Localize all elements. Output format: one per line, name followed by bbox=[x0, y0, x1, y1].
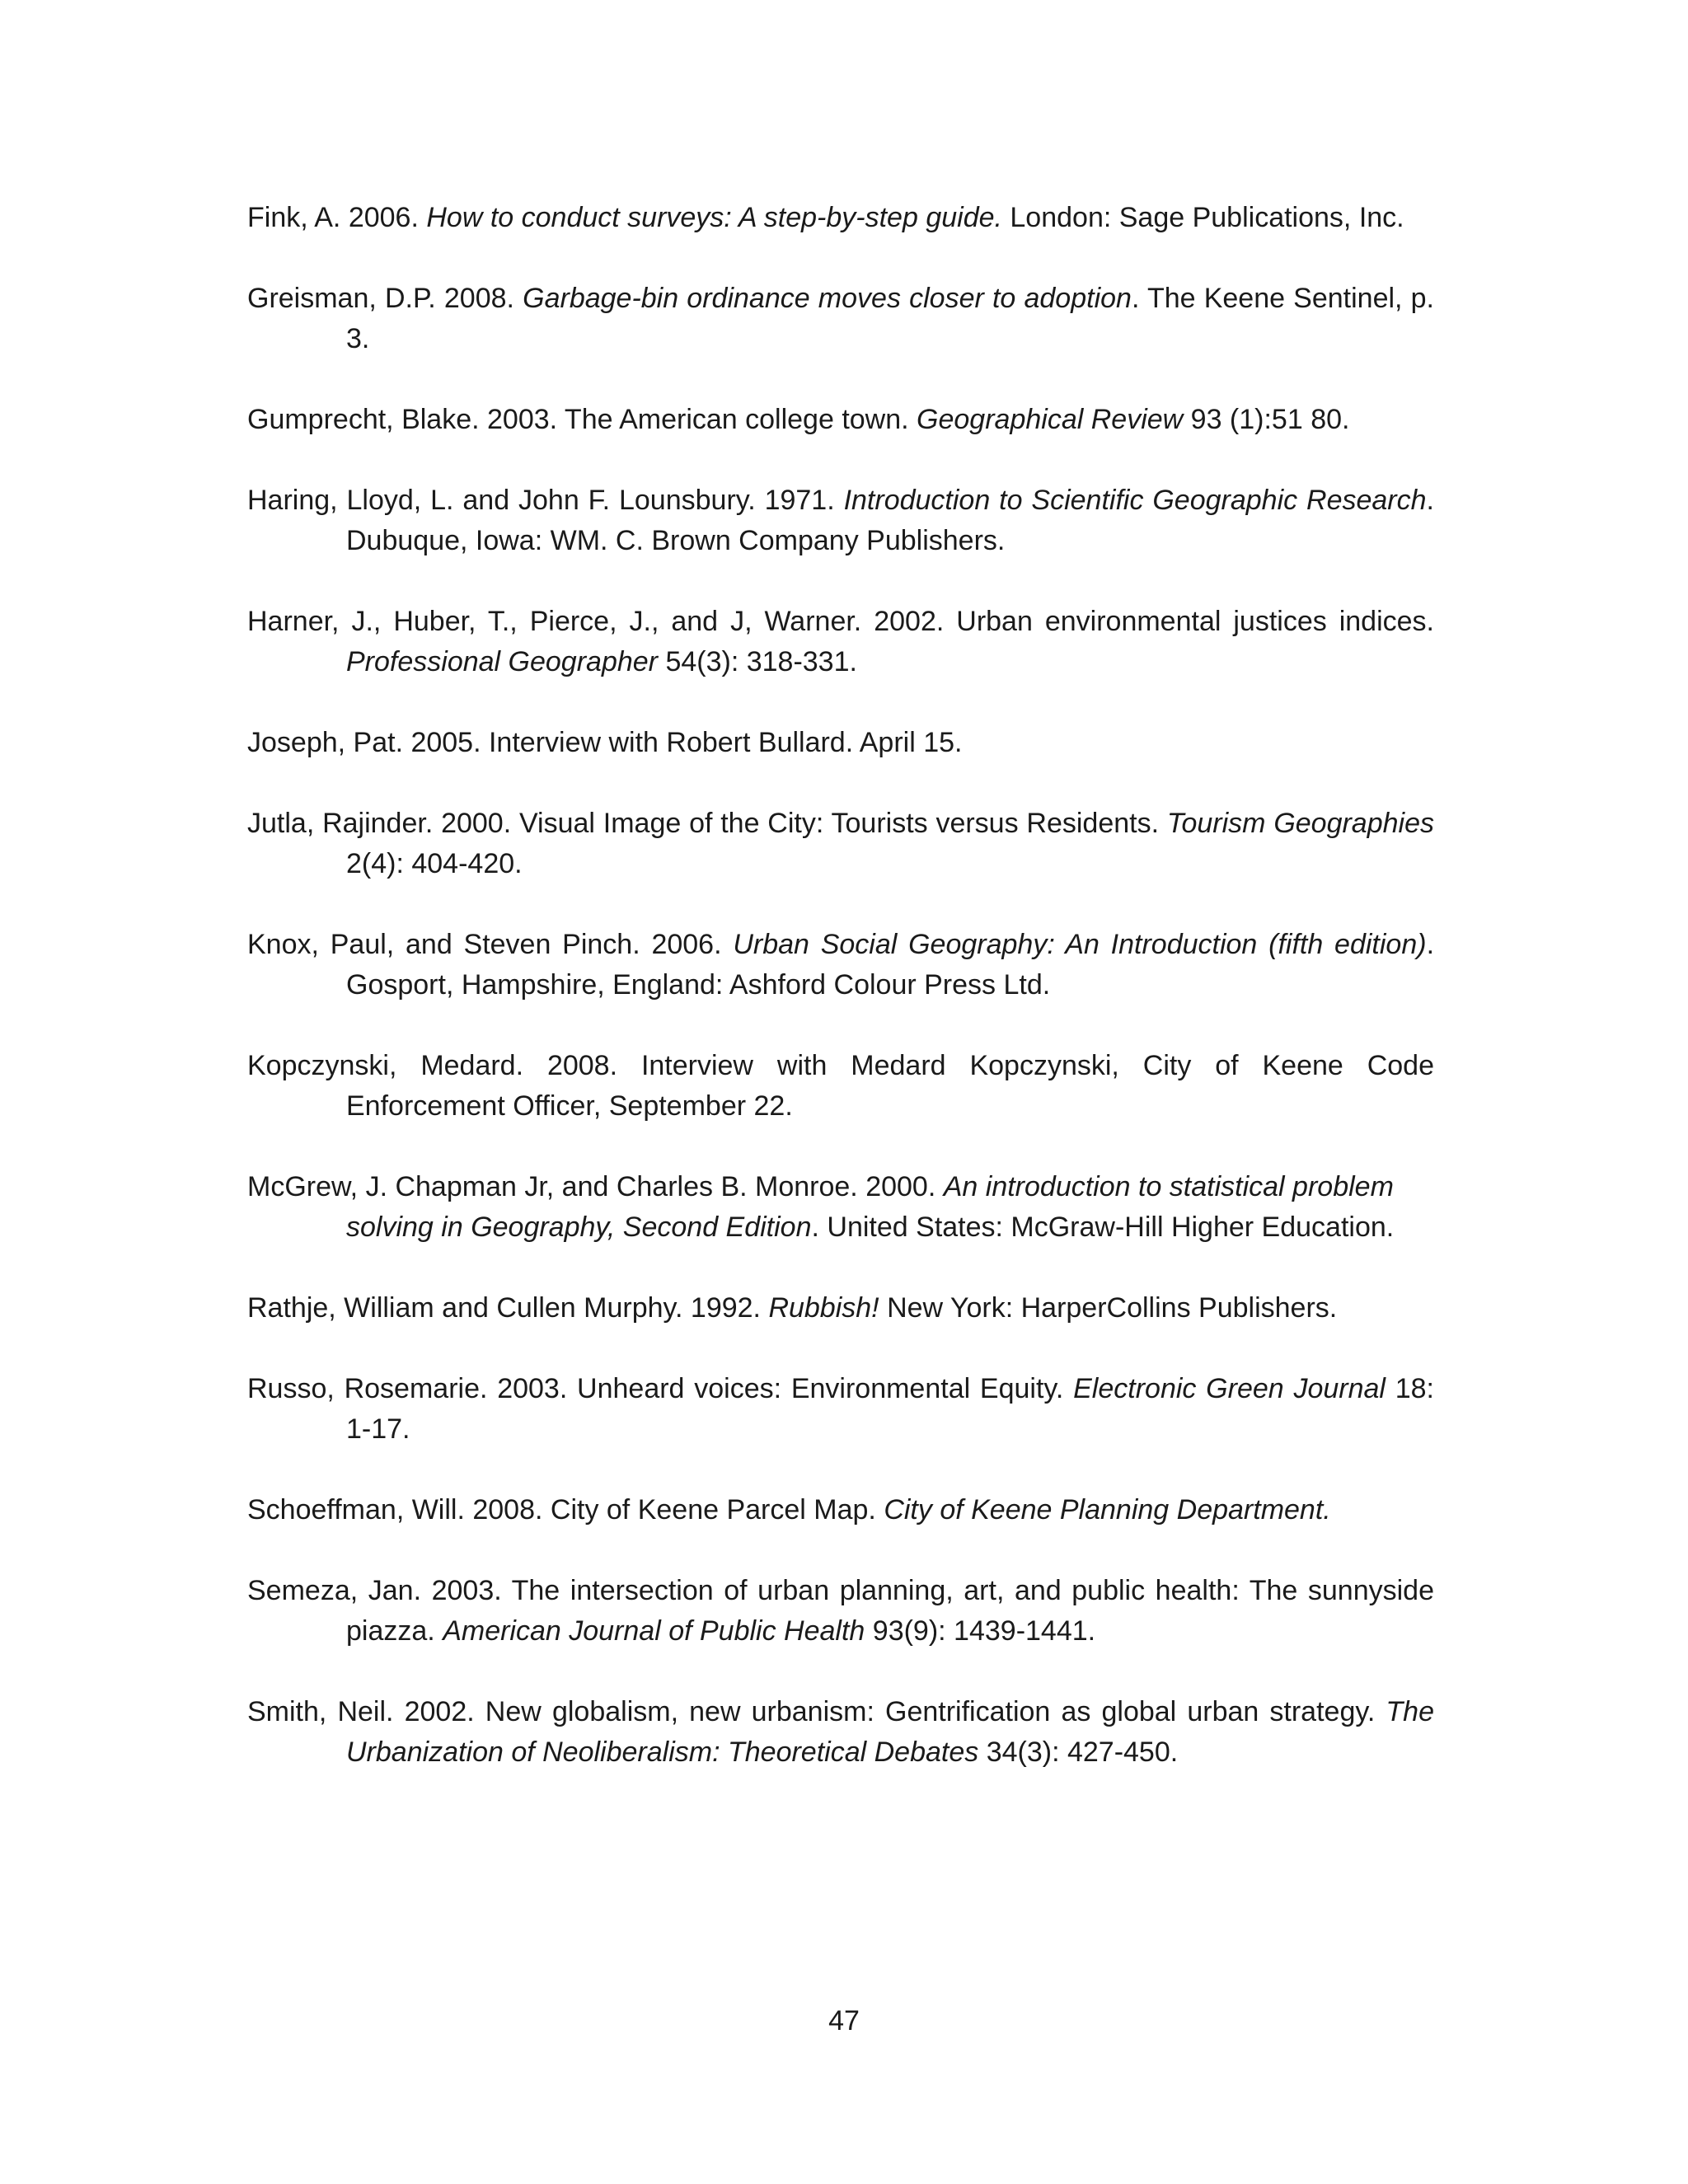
ref-semeza bbox=[247, 1571, 1434, 1652]
reference-italic-title: Electronic Green Journal bbox=[1073, 1373, 1386, 1404]
reference-italic-title: Introduction to Scientific Geographic Research bbox=[843, 485, 1427, 516]
reference-text: Gumprecht, Blake. 2003. The American college town. bbox=[247, 404, 917, 435]
ref-rathje bbox=[247, 1288, 1434, 1329]
reference-text: . Dubuque, Iowa: WM. C. Brown Company Publishers. bbox=[346, 485, 1434, 556]
reference-italic-title: Geographical Review bbox=[917, 404, 1184, 435]
reference-text: Haring, Lloyd, L. and John F. Lounsbury. 1971. bbox=[247, 485, 844, 516]
reference-text: Fink, A. 2006. bbox=[247, 202, 427, 233]
reference-italic-title: The Urbanization of Neoliberalism: Theoretical Debates bbox=[346, 1696, 1434, 1768]
ref-greisman bbox=[247, 279, 1434, 359]
ref-joseph bbox=[247, 723, 1434, 763]
reference-italic-title: Tourism Geographies bbox=[1166, 808, 1435, 839]
reference-italic-title: Urban Social Geography: An Introduction (fifth edition) bbox=[733, 929, 1427, 960]
reference-text: Smith, Neil. 2002. New globalism, new urbanism: Gentrification as global urban strategy. bbox=[247, 1696, 1386, 1727]
reference-text: 18: 1-17. bbox=[346, 1373, 1435, 1445]
ref-schoeffman bbox=[247, 1490, 1434, 1530]
reference-text: Kopczynski, Medard. 2008. Interview with Medard Kopczynski, City of Keene Code Enforcement Officer, September 22. bbox=[247, 1050, 1434, 1122]
ref-gumprecht bbox=[247, 400, 1434, 440]
ref-fink bbox=[247, 198, 1434, 238]
ref-jutla bbox=[247, 804, 1434, 884]
reference-text: Knox, Paul, and Steven Pinch. 2006. bbox=[247, 929, 734, 960]
reference-text: Jutla, Rajinder. 2000. Visual Image of the City: Tourists versus Residents. bbox=[247, 808, 1167, 839]
reference-text: Greisman, D.P. 2008. bbox=[247, 283, 523, 314]
reference-text: . The Keene Sentinel, p. 3. bbox=[346, 283, 1435, 354]
ref-mcgrew bbox=[247, 1167, 1434, 1248]
reference-text: 2(4): 404-420. bbox=[346, 848, 523, 879]
reference-text: 93 (1):51 80. bbox=[1183, 404, 1350, 435]
reference-italic-title: American Journal of Public Health bbox=[443, 1615, 865, 1647]
reference-text: McGrew, J. Chapman Jr, and Charles B. Monroe. 2000. bbox=[247, 1171, 944, 1202]
ref-russo bbox=[247, 1369, 1434, 1450]
reference-italic-title: Professional Geographer bbox=[346, 646, 659, 677]
reference-italic-title: Garbage-bin ordinance moves closer to adoption bbox=[523, 283, 1132, 314]
ref-smith bbox=[247, 1692, 1434, 1773]
reference-italic-title: Rubbish! bbox=[768, 1292, 879, 1324]
page-number: 47 bbox=[828, 2005, 860, 2036]
reference-text: 34(3): 427-450. bbox=[978, 1736, 1179, 1768]
reference-text: 93(9): 1439-1441. bbox=[865, 1615, 1096, 1647]
reference-text: London: Sage Publications, Inc. bbox=[1001, 202, 1404, 233]
reference-text: . Gosport, Hampshire, England: Ashford Colour Press Ltd. bbox=[346, 929, 1435, 1001]
reference-italic-title: An introduction to statistical problem solving in Geography, Second Edition bbox=[346, 1171, 1394, 1243]
ref-harner bbox=[247, 602, 1434, 682]
reference-list bbox=[247, 198, 1434, 1813]
reference-text: Schoeffman, Will. 2008. City of Keene Parcel Map. bbox=[247, 1494, 884, 1526]
reference-text: Rathje, William and Cullen Murphy. 1992. bbox=[247, 1292, 769, 1324]
reference-text: Russo, Rosemarie. 2003. Unheard voices: Environmental Equity. bbox=[247, 1373, 1074, 1404]
reference-text: New York: HarperCollins Publishers. bbox=[879, 1292, 1338, 1324]
ref-knox bbox=[247, 925, 1434, 1005]
reference-italic-title: City of Keene Planning Department. bbox=[884, 1494, 1331, 1526]
reference-text: Joseph, Pat. 2005. Interview with Robert Bullard. April 15. bbox=[247, 727, 963, 758]
ref-haring bbox=[247, 480, 1434, 561]
reference-text: . United States: McGraw-Hill Higher Education. bbox=[811, 1212, 1395, 1243]
reference-text: Harner, J., Huber, T., Pierce, J., and J, Warner. 2002. Urban environmental justices indices. bbox=[247, 606, 1434, 637]
ref-kopczynski bbox=[247, 1046, 1434, 1127]
reference-italic-title: How to conduct surveys: A step-by-step guide. bbox=[426, 202, 1002, 233]
reference-text: 54(3): 318-331. bbox=[658, 646, 857, 677]
reference-text: Semeza, Jan. 2003. The intersection of urban planning, art, and public health: The sunnyside piazza. bbox=[247, 1575, 1434, 1647]
